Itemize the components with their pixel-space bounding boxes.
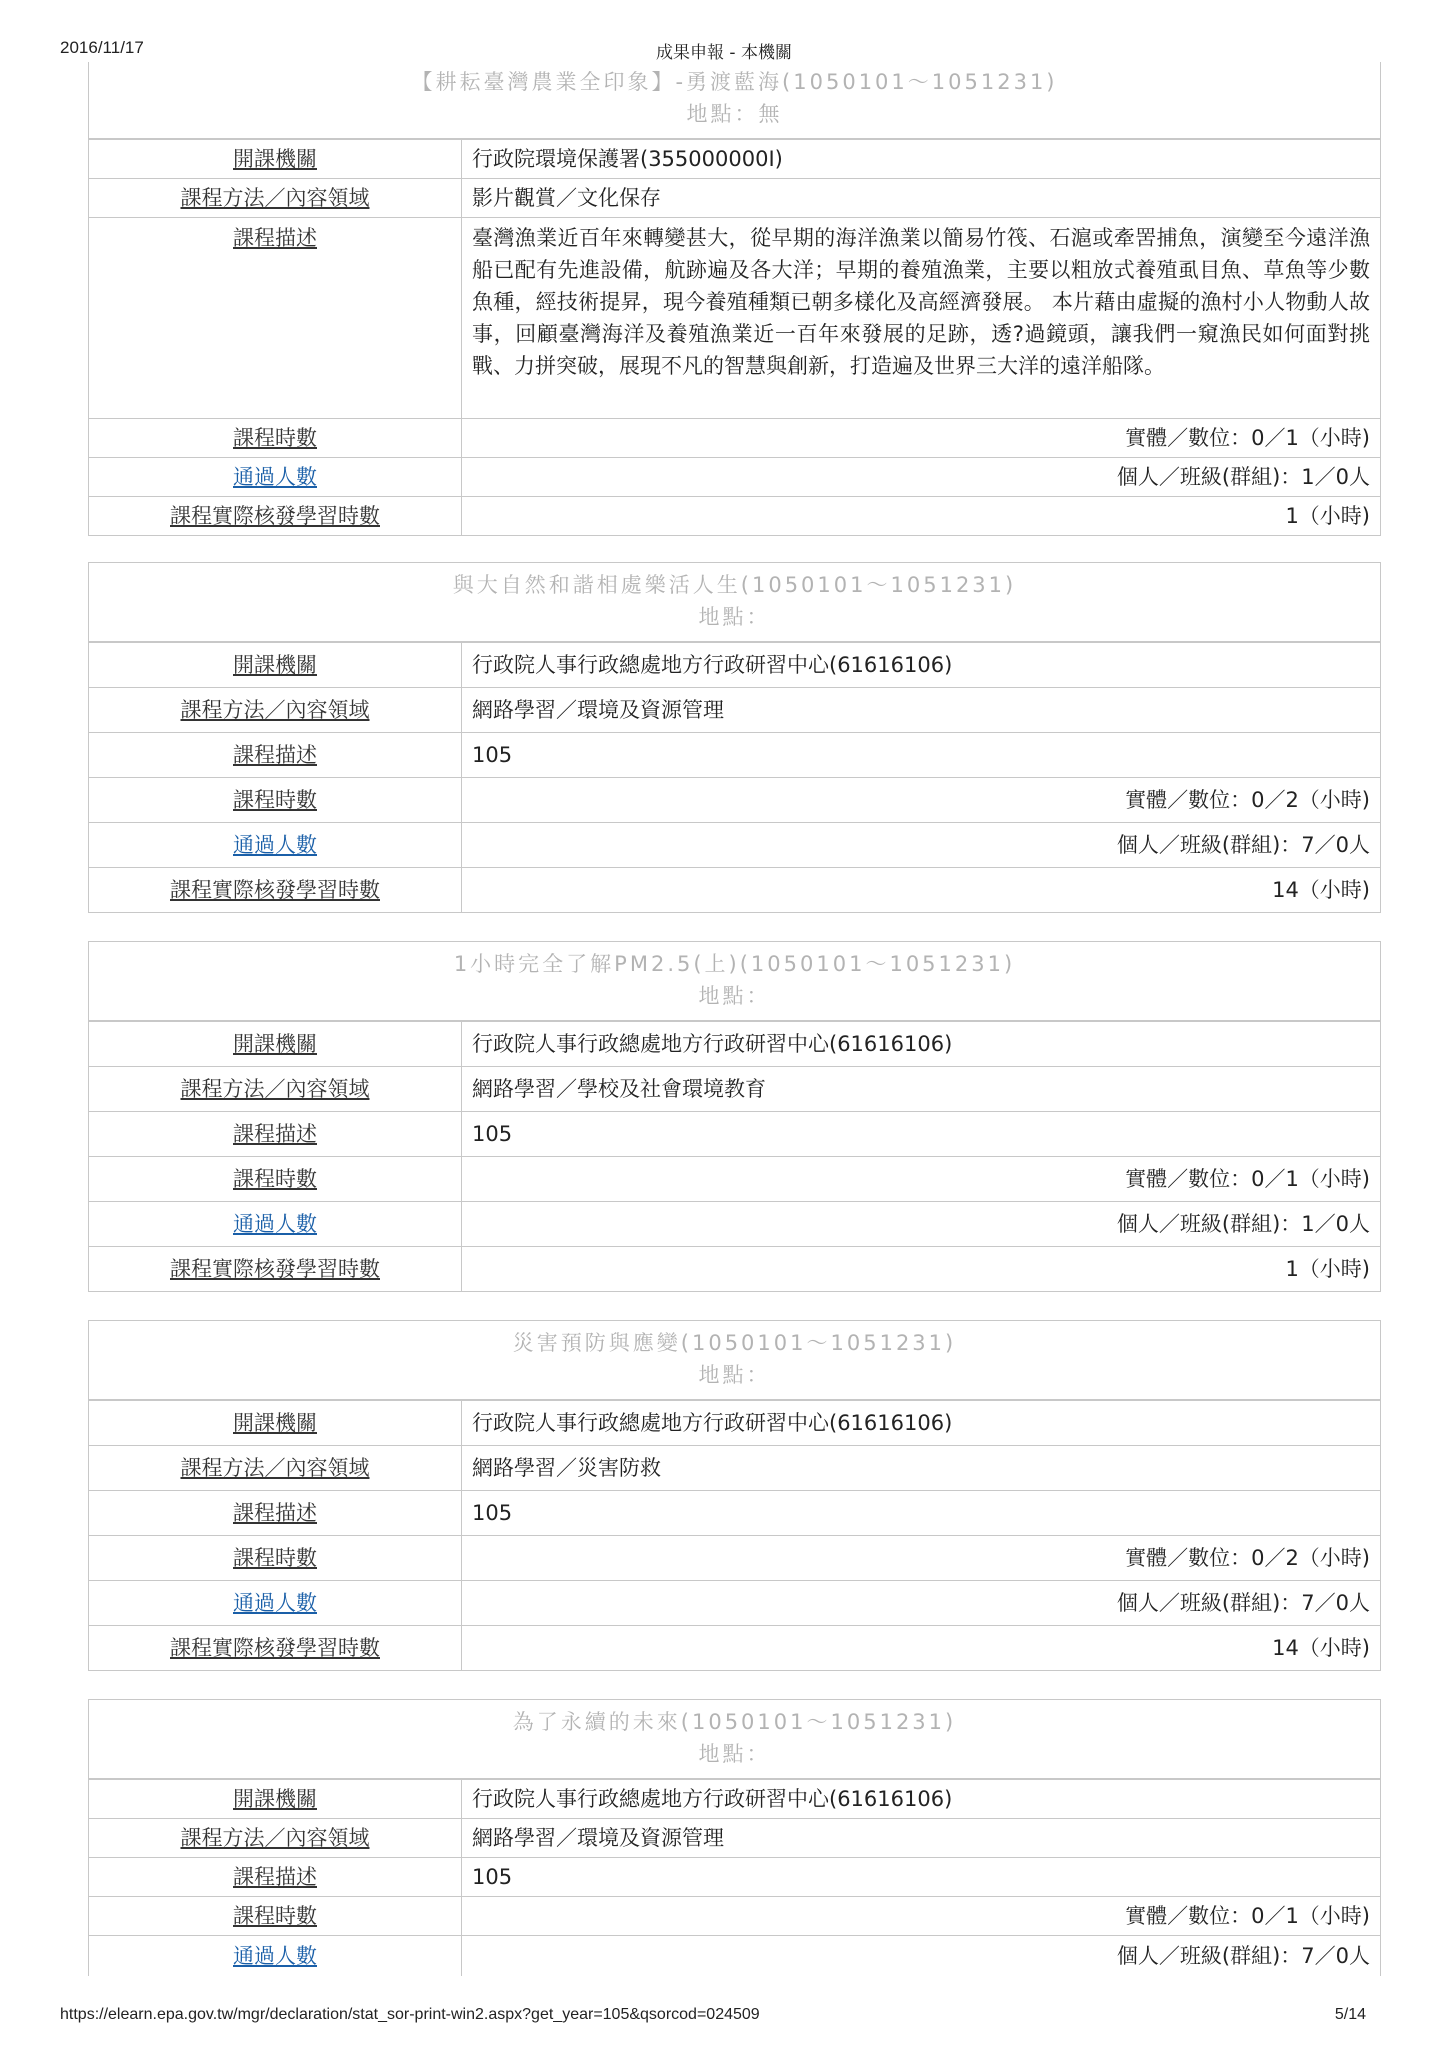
- desc-row: [89, 732, 1380, 777]
- method-label[interactable]: 課程方法／內容領域: [89, 1067, 462, 1111]
- org-row: [89, 1400, 1380, 1445]
- page-number: 5/14: [1334, 2006, 1366, 2023]
- desc-row: [89, 1111, 1380, 1156]
- actual-value: 14（小時): [1272, 1636, 1370, 1660]
- actual-row: [89, 1246, 1380, 1291]
- org-row: [89, 1021, 1380, 1066]
- course-location: 地點：: [698, 1742, 771, 1766]
- passed-link[interactable]: 通過人數: [89, 1581, 462, 1625]
- method-value: 網路學習／災害防救: [472, 1456, 661, 1480]
- org-row: [89, 139, 1380, 178]
- method-value: 網路學習／環境及資源管理: [472, 1826, 724, 1850]
- org-value: 行政院人事行政總處地方行政研習中心(61616106): [472, 1787, 953, 1811]
- desc-label[interactable]: 課程描述: [89, 1858, 462, 1896]
- course-header: [89, 942, 1380, 1021]
- passed-value: 個人／班級(群組)：7／0人: [1116, 1944, 1370, 1968]
- course-location: 地點：: [698, 605, 771, 629]
- actual-value: 14（小時): [1272, 878, 1370, 902]
- org-value: 行政院人事行政總處地方行政研習中心(61616106): [472, 1411, 953, 1435]
- course-location: 地點：: [698, 1363, 771, 1387]
- passed-row: [89, 1201, 1380, 1246]
- hours-row: [89, 777, 1380, 822]
- hours-value: 實體／數位：0／2（小時): [1125, 1546, 1370, 1570]
- org-label[interactable]: 開課機關: [89, 1780, 462, 1818]
- passed-link[interactable]: 通過人數: [89, 458, 462, 496]
- hours-value: 實體／數位：0／2（小時): [1125, 788, 1370, 812]
- passed-row: [89, 457, 1380, 496]
- desc-row: [89, 1490, 1380, 1535]
- passed-link[interactable]: 通過人數: [89, 823, 462, 867]
- actual-value: 1（小時): [1285, 1257, 1370, 1281]
- method-row: [89, 178, 1380, 217]
- course-location: 地點：無: [686, 102, 783, 126]
- actual-label[interactable]: 課程實際核發學習時數: [89, 1626, 462, 1670]
- org-value: 行政院人事行政總處地方行政研習中心(61616106): [472, 653, 953, 677]
- desc-value: 105: [472, 1122, 513, 1146]
- actual-row: [89, 496, 1380, 535]
- actual-label[interactable]: 課程實際核發學習時數: [89, 1247, 462, 1291]
- passed-value: 個人／班級(群組)：1／0人: [1116, 1212, 1370, 1236]
- passed-row: [89, 1580, 1380, 1625]
- method-value: 影片觀賞／文化保存: [472, 186, 661, 210]
- desc-value: 105: [472, 1865, 513, 1889]
- actual-row: [89, 1625, 1380, 1670]
- desc-value: 105: [472, 1501, 513, 1525]
- method-label[interactable]: 課程方法／內容領域: [89, 1446, 462, 1490]
- actual-label[interactable]: 課程實際核發學習時數: [89, 497, 462, 535]
- method-row: [89, 687, 1380, 732]
- passed-row: [89, 1935, 1380, 1976]
- hours-label[interactable]: 課程時數: [89, 1536, 462, 1580]
- actual-label[interactable]: 課程實際核發學習時數: [89, 868, 462, 912]
- course-header: [89, 1700, 1380, 1779]
- course-title: 災害預防與應變(1050101～1051231): [512, 1331, 957, 1355]
- hours-row: [89, 418, 1380, 457]
- course-title: 【耕耘臺灣農業全印象】-勇渡藍海(1050101～1051231): [411, 70, 1058, 94]
- passed-link[interactable]: 通過人數: [89, 1202, 462, 1246]
- hours-row: [89, 1535, 1380, 1580]
- course-header: [89, 1321, 1380, 1400]
- actual-value: 1（小時): [1285, 504, 1370, 528]
- course-block: [88, 62, 1381, 536]
- footer-url: https://elearn.epa.gov.tw/mgr/declaration/stat_sor-print-win2.aspx?get_year=105&qsorcod=024509: [60, 2006, 760, 2023]
- desc-row: [89, 217, 1380, 418]
- actual-row: [89, 867, 1380, 912]
- course-block: [88, 941, 1381, 1292]
- desc-label[interactable]: 課程描述: [89, 733, 462, 777]
- method-value: 網路學習／學校及社會環境教育: [472, 1077, 766, 1101]
- org-label[interactable]: 開課機關: [89, 140, 462, 178]
- method-label[interactable]: 課程方法／內容領域: [89, 688, 462, 732]
- course-block: [88, 562, 1381, 913]
- passed-value: 個人／班級(群組)：1／0人: [1116, 465, 1370, 489]
- page-header-title: 成果申報 - 本機關: [656, 43, 792, 63]
- hours-row: [89, 1156, 1380, 1201]
- passed-value: 個人／班級(群組)：7／0人: [1116, 833, 1370, 857]
- course-title: 1小時完全了解PM2.5(上)(1050101～1051231): [453, 952, 1016, 976]
- org-label[interactable]: 開課機關: [89, 1022, 462, 1066]
- org-row: [89, 1779, 1380, 1818]
- desc-label[interactable]: 課程描述: [89, 1112, 462, 1156]
- passed-value: 個人／班級(群組)：7／0人: [1116, 1591, 1370, 1615]
- method-value: 網路學習／環境及資源管理: [472, 698, 724, 722]
- method-row: [89, 1066, 1380, 1111]
- method-label[interactable]: 課程方法／內容領域: [89, 1819, 462, 1857]
- course-location: 地點：: [698, 984, 771, 1008]
- desc-label[interactable]: 課程描述: [89, 1491, 462, 1535]
- org-row: [89, 642, 1380, 687]
- print-date: 2016/11/17: [60, 38, 144, 57]
- org-value: 行政院人事行政總處地方行政研習中心(61616106): [472, 1032, 953, 1056]
- hours-value: 實體／數位：0／1（小時): [1125, 1904, 1370, 1928]
- org-value: 行政院環境保護署(355000000I): [472, 147, 783, 171]
- course-block: [88, 1320, 1381, 1671]
- hours-label[interactable]: 課程時數: [89, 1897, 462, 1935]
- course-header: [89, 563, 1380, 642]
- course-header: [89, 62, 1380, 139]
- method-label[interactable]: 課程方法／內容領域: [89, 179, 462, 217]
- org-label[interactable]: 開課機關: [89, 643, 462, 687]
- passed-link[interactable]: 通過人數: [89, 1936, 462, 1976]
- hours-label[interactable]: 課程時數: [89, 419, 462, 457]
- desc-row: [89, 1857, 1380, 1896]
- passed-row: [89, 822, 1380, 867]
- hours-value: 實體／數位：0／1（小時): [1125, 1167, 1370, 1191]
- desc-value: 105: [472, 743, 513, 767]
- hours-row: [89, 1896, 1380, 1935]
- org-label[interactable]: 開課機關: [89, 1401, 462, 1445]
- course-title: 為了永續的未來(1050101～1051231): [512, 1710, 957, 1734]
- course-block: [88, 1699, 1381, 1976]
- course-title: 與大自然和諧相處樂活人生(1050101～1051231): [452, 573, 1017, 597]
- hours-label[interactable]: 課程時數: [89, 778, 462, 822]
- desc-label[interactable]: 課程描述: [89, 218, 462, 418]
- method-row: [89, 1818, 1380, 1857]
- hours-value: 實體／數位：0／1（小時): [1125, 426, 1370, 450]
- method-row: [89, 1445, 1380, 1490]
- hours-label[interactable]: 課程時數: [89, 1157, 462, 1201]
- desc-value: 臺灣漁業近百年來轉變甚大，從早期的海洋漁業以簡易竹筏、石滬或牽罟捕魚，演變至今遠洋漁船已配有先進設備，航跡遍及各大洋；早期的養殖漁業，主要以粗放式養殖虱目魚、草魚等少數魚種，經技術提昇，現今養殖種類已朝多樣化及高經濟發展。 本片藉由虛擬的漁村小人物動人故事，回顧臺灣海洋及養殖漁業近一百年來發展的足跡，透?過鏡頭，讓我們一窺漁民如何面對挑戰、力拼突破，展現不凡的智慧與創新，打造遍及世界三大洋的遠洋船隊。: [472, 226, 1370, 378]
